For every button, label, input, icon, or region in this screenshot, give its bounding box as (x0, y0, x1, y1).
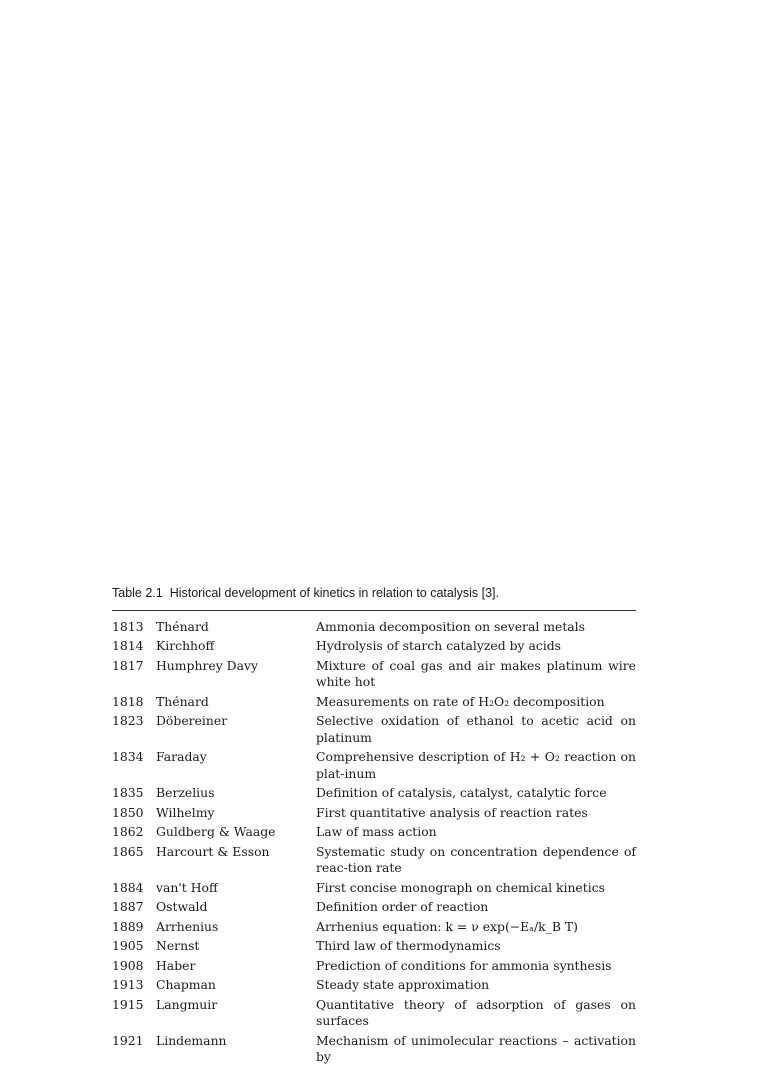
row-year: 1915 (112, 996, 144, 1012)
row-name: Lindemann (156, 1032, 227, 1048)
row-description: Measurements on rate of H₂O₂ decomposition (316, 693, 605, 709)
row-description: Mixture of coal gas and air makes platinum wire white hot (316, 657, 636, 689)
row-description: Prediction of conditions for ammonia synthesis (316, 957, 612, 973)
row-name: Ostwald (156, 899, 208, 914)
caption-label: Table 2.1 (112, 586, 163, 600)
caption-text: Historical development of kinetics in relation to catalysis [3]. (169, 586, 500, 600)
table-row (112, 712, 636, 748)
table-row (112, 995, 636, 1031)
table-row (112, 617, 636, 637)
row-year: 1862 (112, 824, 144, 839)
row-description: Hydrolysis of starch catalyzed by acids (316, 638, 562, 653)
row-year: 1834 (112, 749, 144, 764)
row-name: Döbereiner (156, 713, 228, 728)
row-description: Arrhenius equation: k = ν exp(−Eₐ/k_B T) (316, 918, 579, 934)
row-year: 1850 (112, 804, 144, 820)
history-table (112, 583, 636, 1067)
table-row (112, 878, 636, 898)
table-row (112, 898, 636, 918)
row-description: Comprehensive description of H₂ + O₂ reaction on plat-inum (316, 749, 636, 781)
table-row (112, 784, 636, 804)
row-year: 1887 (112, 899, 144, 914)
table-row (112, 803, 636, 823)
row-year: 1908 (112, 957, 144, 973)
row-year: 1817 (112, 657, 144, 673)
table-row (112, 842, 636, 878)
row-description: Quantitative theory of adsorption of gases on surfaces (316, 996, 636, 1028)
row-name: Wilhelmy (156, 804, 215, 820)
row-name: Kirchhoff (156, 638, 215, 653)
table-row (112, 637, 636, 657)
row-name: Langmuir (156, 996, 218, 1012)
row-year: 1835 (112, 785, 144, 800)
row-description: Mechanism of unimolecular reactions – activation by (316, 1032, 636, 1064)
row-description: Definition order of reaction (316, 899, 489, 914)
row-name: Arrhenius (156, 918, 219, 934)
row-year: 1905 (112, 938, 144, 953)
row-year: 1814 (112, 638, 144, 653)
row-name: Guldberg & Waage (156, 824, 276, 839)
table-row (112, 917, 636, 937)
row-year: 1823 (112, 713, 144, 728)
table-body (112, 617, 636, 1067)
row-year: 1913 (112, 977, 144, 992)
row-description: Steady state approximation (316, 977, 490, 992)
row-year: 1921 (112, 1032, 144, 1048)
row-name: Nernst (156, 938, 200, 953)
row-description: Ammonia decomposition on several metals (316, 618, 586, 634)
row-year: 1889 (112, 918, 144, 934)
row-year: 1818 (112, 693, 144, 709)
row-description: Definition of catalysis, catalyst, catalytic force (316, 785, 607, 800)
table-row (112, 823, 636, 843)
table-row (112, 692, 636, 712)
row-name: Chapman (156, 977, 216, 992)
row-description: First concise monograph on chemical kinetics (316, 879, 606, 895)
table-row (112, 656, 636, 692)
row-description: Third law of thermodynamics (316, 938, 501, 953)
row-name: Haber (156, 957, 196, 973)
row-name: Faraday (156, 749, 207, 764)
table-row (112, 956, 636, 976)
row-name: Thénard (156, 693, 209, 709)
row-description: Systematic study on concentration dependence of reac-tion rate (316, 843, 636, 875)
row-description: Law of mass action (316, 824, 437, 839)
row-year: 1813 (112, 618, 144, 634)
table-row (112, 1031, 636, 1067)
row-name: Thénard (156, 618, 209, 634)
row-year: 1865 (112, 843, 144, 859)
row-name: Humphrey Davy (156, 657, 258, 673)
table-row (112, 976, 636, 996)
row-name: Harcourt & Esson (156, 843, 270, 859)
table-row (112, 937, 636, 957)
table-row (112, 748, 636, 784)
table-caption (112, 583, 636, 603)
row-name: van't Hoff (156, 879, 218, 895)
row-year: 1884 (112, 879, 144, 895)
row-description: Selective oxidation of ethanol to acetic acid on platinum (316, 713, 636, 745)
row-name: Berzelius (156, 785, 215, 800)
table-top-rule (112, 610, 636, 611)
row-description: First quantitative analysis of reaction rates (316, 804, 588, 820)
